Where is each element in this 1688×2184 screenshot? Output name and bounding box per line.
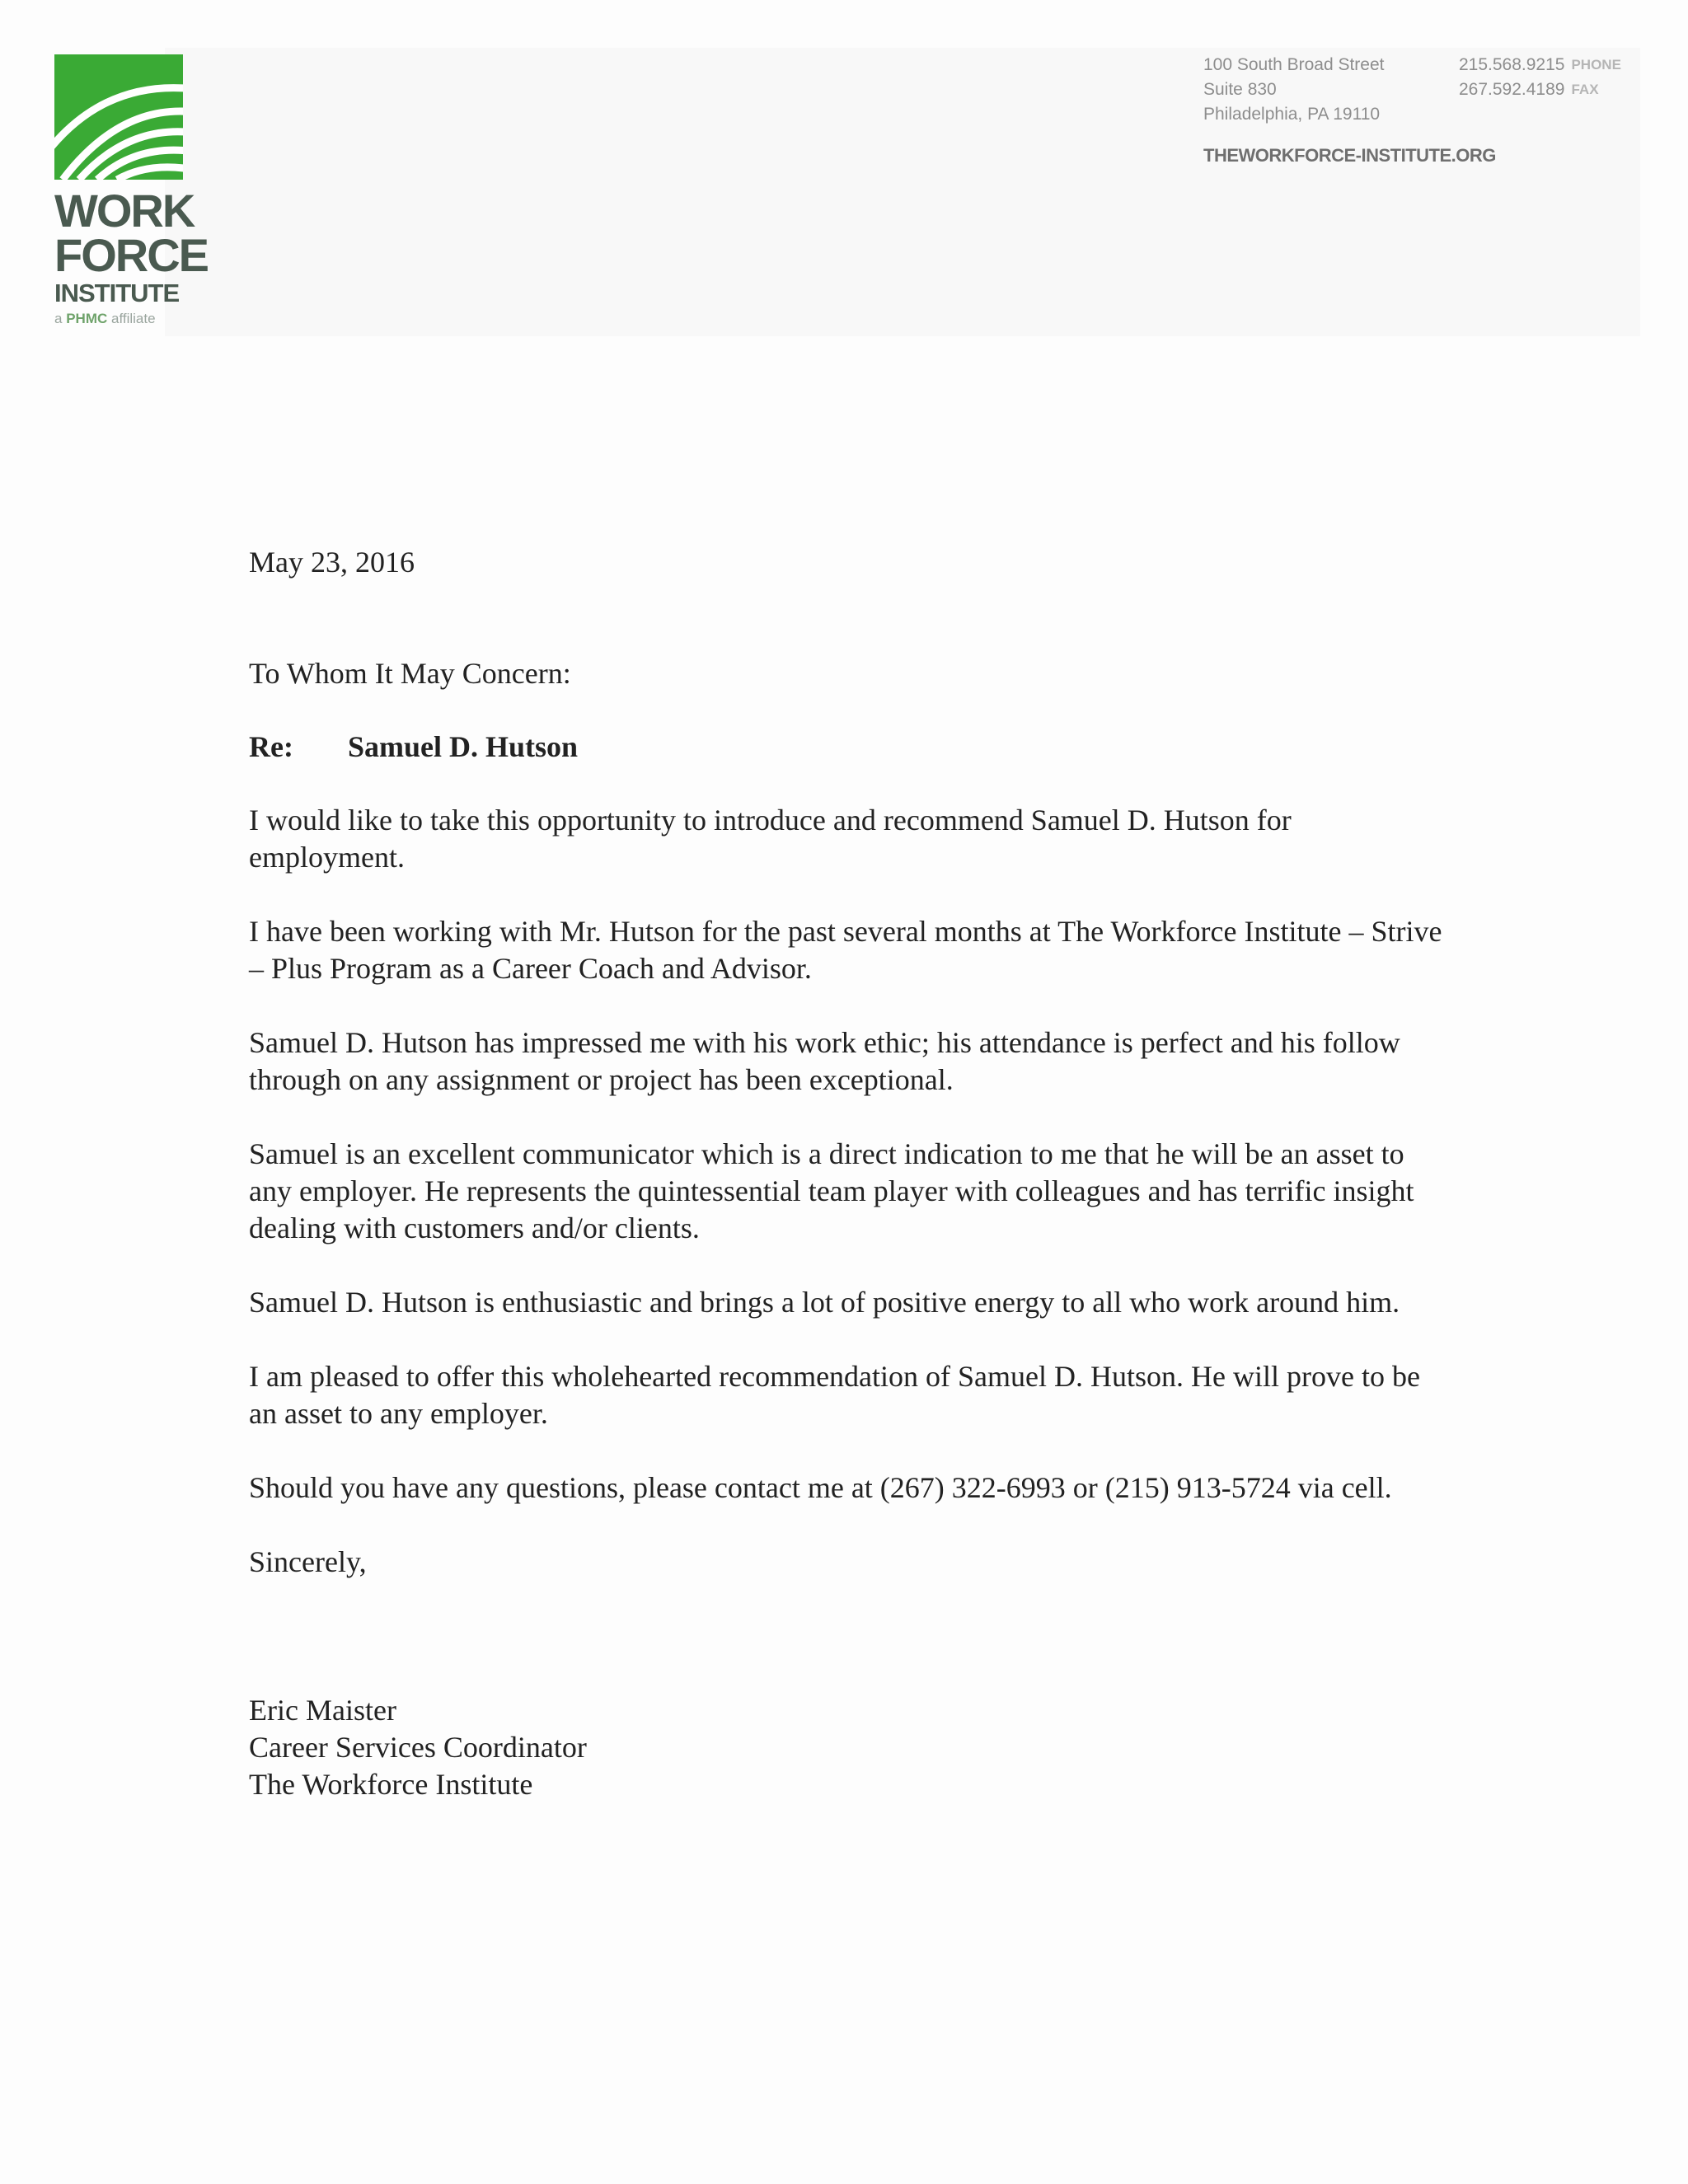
address-line-1: 100 South Broad Street	[1203, 55, 1385, 74]
logo-text-work: WORK	[54, 185, 195, 237]
signer-name: Eric Maister	[249, 1694, 396, 1727]
contact-row-1	[1203, 53, 1621, 77]
re-line	[249, 729, 1452, 766]
contact-row-3	[1203, 102, 1621, 127]
paragraph-communication: Samuel is an excellent communicator which is a direct indication to me that he will be an asset to any employer. He represents the quintessential team player with colleagues and has terrific insight dealing with customers and/or clients.	[249, 1137, 1414, 1244]
paragraph-contact: Should you have any questions, please contact me at (267) 322-6993 or (215) 913-5724 via cell.	[249, 1471, 1392, 1504]
logo-affiliate	[54, 311, 195, 327]
address-line-3: Philadelphia, PA 19110	[1203, 105, 1381, 124]
logo-arcs-icon	[54, 54, 183, 180]
paragraph-recommendation: I am pleased to offer this wholehearted recommendation of Samuel D. Hutson. He will prove to be an asset to any employer.	[249, 1360, 1420, 1430]
logo-text-force: FORCE	[54, 229, 208, 281]
address-line-2: Suite 830	[1203, 80, 1277, 99]
affiliate-org: PHMC	[66, 311, 108, 326]
paragraph-enthusiasm: Samuel D. Hutson is enthusiastic and brings a lot of positive energy to all who work around him.	[249, 1286, 1400, 1319]
paragraph-work-ethic: Samuel D. Hutson has impressed me with his work ethic; his attendance is perfect and his follow through on any assignment or project has been exceptional.	[249, 1026, 1400, 1096]
letter-body	[249, 544, 1452, 1803]
contact-row-2	[1203, 77, 1621, 102]
phone-number: 215.568.9215	[1459, 55, 1565, 74]
affiliate-suffix: affiliate	[111, 311, 156, 326]
affiliate-prefix: a	[54, 311, 63, 326]
website-link[interactable]: THEWORKFORCE-INSTITUTE.ORG	[1203, 145, 1496, 166]
contact-block	[1203, 53, 1621, 168]
signer-organization: The Workforce Institute	[249, 1768, 533, 1801]
letter-date: May 23, 2016	[249, 546, 415, 579]
paragraph-introduction: I would like to take this opportunity to introduce and recommend Samuel D. Hutson for employment.	[249, 804, 1292, 874]
letterhead	[0, 0, 1688, 346]
signer-title: Career Services Coordinator	[249, 1731, 587, 1764]
re-label: Re:	[249, 730, 293, 763]
logo-text-institute: INSTITUTE	[54, 279, 180, 307]
fax-label: FAX	[1571, 82, 1599, 97]
fax-number: 267.592.4189	[1459, 80, 1565, 99]
phone-label: PHONE	[1571, 57, 1621, 73]
closing: Sincerely,	[249, 1545, 367, 1578]
re-subject: Samuel D. Hutson	[348, 730, 579, 763]
salutation: To Whom It May Concern:	[249, 657, 571, 690]
workforce-institute-logo	[54, 54, 208, 327]
paragraph-relationship: I have been working with Mr. Hutson for the past several months at The Workforce Institute – Strive – Plus Program as a Career Coach and Advisor.	[249, 915, 1442, 985]
